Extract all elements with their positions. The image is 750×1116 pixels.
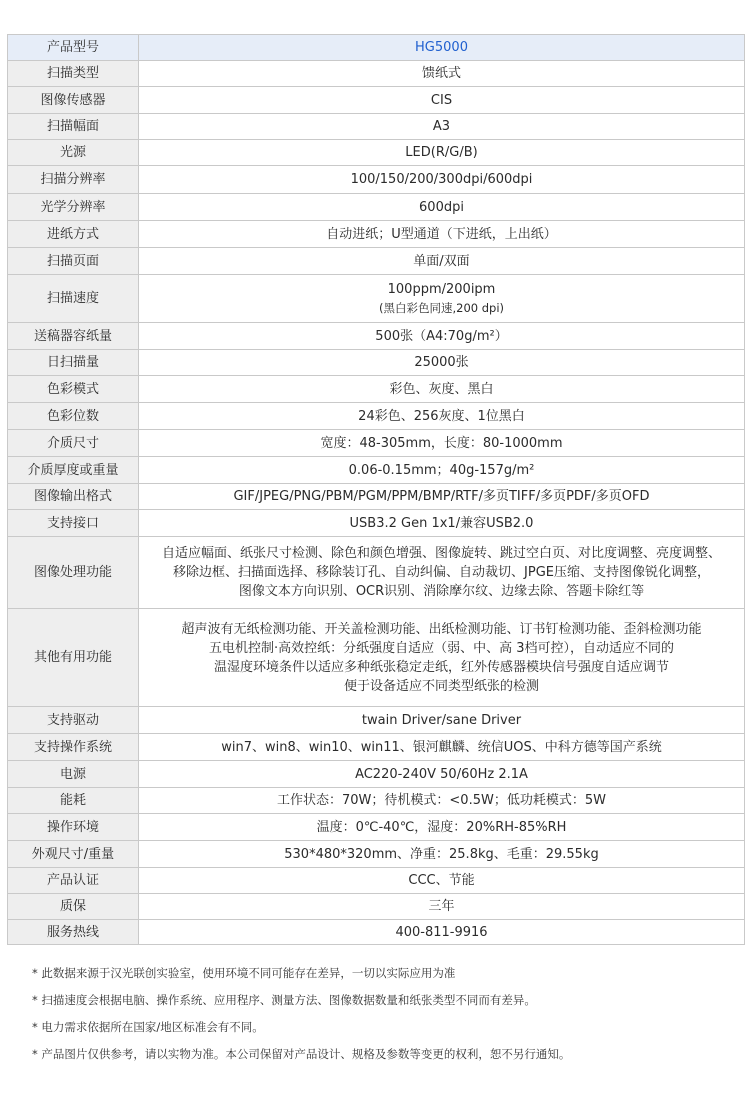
spec-label: 介质厚度或重量	[8, 457, 139, 484]
spec-value-line: 温湿度环境条件以适应多种纸张稳定走纸，红外传感器模块信号强度自适应调节	[213, 659, 669, 675]
spec-value	[139, 894, 745, 920]
spec-row	[8, 868, 745, 894]
spec-label: 送稿器容纸量	[8, 323, 139, 350]
spec-value	[139, 248, 745, 275]
spec-value-line: 图像文本方向识别、OCR识别、消除摩尔纹、边缘去除、答题卡除红等	[238, 584, 645, 599]
spec-value	[139, 734, 745, 761]
spec-value	[139, 707, 745, 734]
spec-label: 支持接口	[8, 510, 139, 537]
spec-value-line: 超声波有无纸检测功能、开关盖检测功能、出纸检测功能、订书钉检测功能、歪斜检测功能	[181, 621, 702, 637]
footnote: * 扫描速度会根据电脑、操作系统、应用程序、测量方法、图像数据数量和纸张类型不同而有差异。	[32, 993, 536, 1007]
spec-value-line: 单面/双面	[413, 253, 470, 269]
spec-row	[8, 537, 745, 609]
spec-value	[139, 323, 745, 350]
spec-row	[8, 275, 745, 323]
spec-value-line: AC220-240V 50/60Hz 2.1A	[355, 766, 528, 782]
footnote: * 电力需求依据所在国家/地区标准会有不同。	[32, 1020, 264, 1034]
spec-value-line: 500张（A4:70g/m²）	[375, 328, 508, 344]
spec-label: 支持驱动	[8, 707, 139, 734]
spec-value-line: 自适应幅面、纸张尺寸检测、除色和颜色增强、图像旋转、跳过空白页、对比度调整、亮度调整、	[161, 546, 721, 561]
spec-value-line: 三年	[428, 899, 455, 914]
spec-value	[139, 350, 745, 376]
spec-label: 光学分辨率	[8, 194, 139, 221]
spec-value-line: 移除边框、扫描面选择、移除装订孔、自动纠偏、自动裁切、JPGE压缩、支持图像锐化调整，	[173, 565, 710, 580]
spec-row	[8, 430, 745, 457]
footnotes	[32, 964, 732, 1072]
spec-label: 色彩位数	[8, 403, 139, 430]
spec-row	[8, 323, 745, 350]
spec-row	[8, 814, 745, 841]
spec-value	[139, 841, 745, 868]
spec-row	[8, 734, 745, 761]
spec-value-line: 24彩色、256灰度、1位黑白	[358, 408, 525, 424]
spec-row	[8, 920, 745, 945]
spec-label: 支持操作系统	[8, 734, 139, 761]
spec-label: 服务热线	[8, 920, 139, 945]
spec-value-line: 25000张	[414, 355, 469, 370]
spec-value-line: CIS	[430, 92, 453, 108]
spec-value-line: 100ppm/200ipm	[387, 281, 496, 297]
spec-label: 介质尺寸	[8, 430, 139, 457]
spec-label: 日扫描量	[8, 350, 139, 376]
spec-row	[8, 166, 745, 194]
spec-row	[8, 609, 745, 707]
spec-value-line: 自动进纸；U型通道（下进纸，上出纸）	[326, 226, 557, 242]
spec-value-line: HG5000	[415, 40, 468, 55]
spec-value	[139, 920, 745, 945]
spec-row	[8, 403, 745, 430]
spec-label: 扫描类型	[8, 61, 139, 87]
spec-value-line: 100/150/200/300dpi/600dpi	[350, 172, 533, 187]
spec-value-line: twain Driver/sane Driver	[361, 712, 522, 728]
spec-row	[8, 87, 745, 114]
spec-row	[8, 457, 745, 484]
spec-row	[8, 894, 745, 920]
spec-row	[8, 61, 745, 87]
spec-row	[8, 484, 745, 510]
spec-label: 扫描页面	[8, 248, 139, 275]
spec-value	[139, 194, 745, 221]
spec-value	[139, 457, 745, 484]
spec-label: 电源	[8, 761, 139, 788]
spec-row	[8, 248, 745, 275]
spec-row	[8, 510, 745, 537]
spec-value	[139, 114, 745, 140]
spec-value-line: win7、win8、win10、win11、银河麒麟、统信UOS、中科方德等国产系统	[221, 739, 662, 755]
spec-value	[139, 61, 745, 87]
spec-value-line: (黑白彩色同速,200 dpi)	[378, 300, 505, 315]
spec-value	[139, 403, 745, 430]
spec-value-line: GIF/JPEG/PNG/PBM/PGM/PPM/BMP/RTF/多页TIFF/多页PDF/多页OFD	[233, 489, 650, 504]
spec-value	[139, 166, 745, 194]
footnote: * 此数据来源于汉光联创实验室，使用环境不同可能存在差异，一切以实际应用为准	[32, 966, 456, 980]
spec-value-line: 宽度：48-305mm，长度：80-1000mm	[320, 435, 563, 451]
spec-label: 其他有用功能	[8, 609, 139, 707]
spec-value	[139, 609, 745, 707]
spec-label: 扫描幅面	[8, 114, 139, 140]
spec-value	[139, 87, 745, 114]
spec-value-line: 0.06-0.15mm；40g-157g/m²	[348, 462, 535, 478]
spec-value-line: 工作状态：70W；待机模式：<0.5W；低功耗模式：5W	[277, 793, 606, 808]
spec-value-line: 530*480*320mm、净重：25.8kg、毛重：29.55kg	[284, 846, 599, 862]
spec-value-line: A3	[432, 119, 451, 134]
spec-value	[139, 140, 745, 166]
spec-label: 质保	[8, 894, 139, 920]
spec-table-body	[8, 35, 745, 945]
spec-row	[8, 707, 745, 734]
spec-row	[8, 788, 745, 814]
spec-value-line: 馈纸式	[421, 66, 461, 81]
spec-row	[8, 140, 745, 166]
spec-label: 色彩模式	[8, 376, 139, 403]
spec-row	[8, 114, 745, 140]
spec-label: 进纸方式	[8, 221, 139, 248]
footnote: * 产品图片仅供参考，请以实物为准。本公司保留对产品设计、规格及参数等变更的权利，恕不另行通知。	[32, 1047, 571, 1061]
spec-row	[8, 376, 745, 403]
spec-row	[8, 761, 745, 788]
spec-label: 操作环境	[8, 814, 139, 841]
spec-label: 光源	[8, 140, 139, 166]
spec-value	[139, 537, 745, 609]
spec-label: 能耗	[8, 788, 139, 814]
spec-value	[139, 868, 745, 894]
spec-label: 产品型号	[8, 35, 139, 61]
spec-value-line: 400-811-9916	[395, 924, 488, 940]
spec-value	[139, 814, 745, 841]
spec-label: 图像传感器	[8, 87, 139, 114]
spec-value	[139, 35, 745, 61]
spec-value	[139, 221, 745, 248]
spec-row	[8, 841, 745, 868]
spec-value-line: CCC、节能	[408, 873, 475, 888]
spec-label: 图像输出格式	[8, 484, 139, 510]
spec-label: 图像处理功能	[8, 537, 139, 609]
spec-value-line: USB3.2 Gen 1x1/兼容USB2.0	[349, 515, 534, 531]
spec-value-line: 温度：0℃-40℃，湿度：20%RH-85%RH	[316, 819, 567, 835]
spec-value	[139, 275, 745, 323]
spec-label: 产品认证	[8, 868, 139, 894]
spec-label: 外观尺寸/重量	[8, 841, 139, 868]
spec-value-line: 五电机控制·高效控纸：分纸强度自适应（弱、中、高 3档可控），自动适应不同的	[208, 640, 675, 656]
spec-value-line: 600dpi	[419, 199, 464, 215]
spec-value	[139, 788, 745, 814]
spec-label: 扫描分辨率	[8, 166, 139, 194]
spec-label: 扫描速度	[8, 275, 139, 323]
spec-row	[8, 221, 745, 248]
spec-value	[139, 484, 745, 510]
spec-value	[139, 510, 745, 537]
spec-value	[139, 376, 745, 403]
spec-value	[139, 430, 745, 457]
spec-row	[8, 194, 745, 221]
spec-value-line: LED(R/G/B)	[405, 145, 478, 160]
spec-value	[139, 761, 745, 788]
spec-row	[8, 350, 745, 376]
spec-value-line: 便于设备适应不同类型纸张的检测	[343, 678, 539, 694]
spec-value-line: 彩色、灰度、黑白	[389, 381, 494, 397]
spec-row	[8, 35, 745, 61]
spec-table	[7, 34, 745, 945]
